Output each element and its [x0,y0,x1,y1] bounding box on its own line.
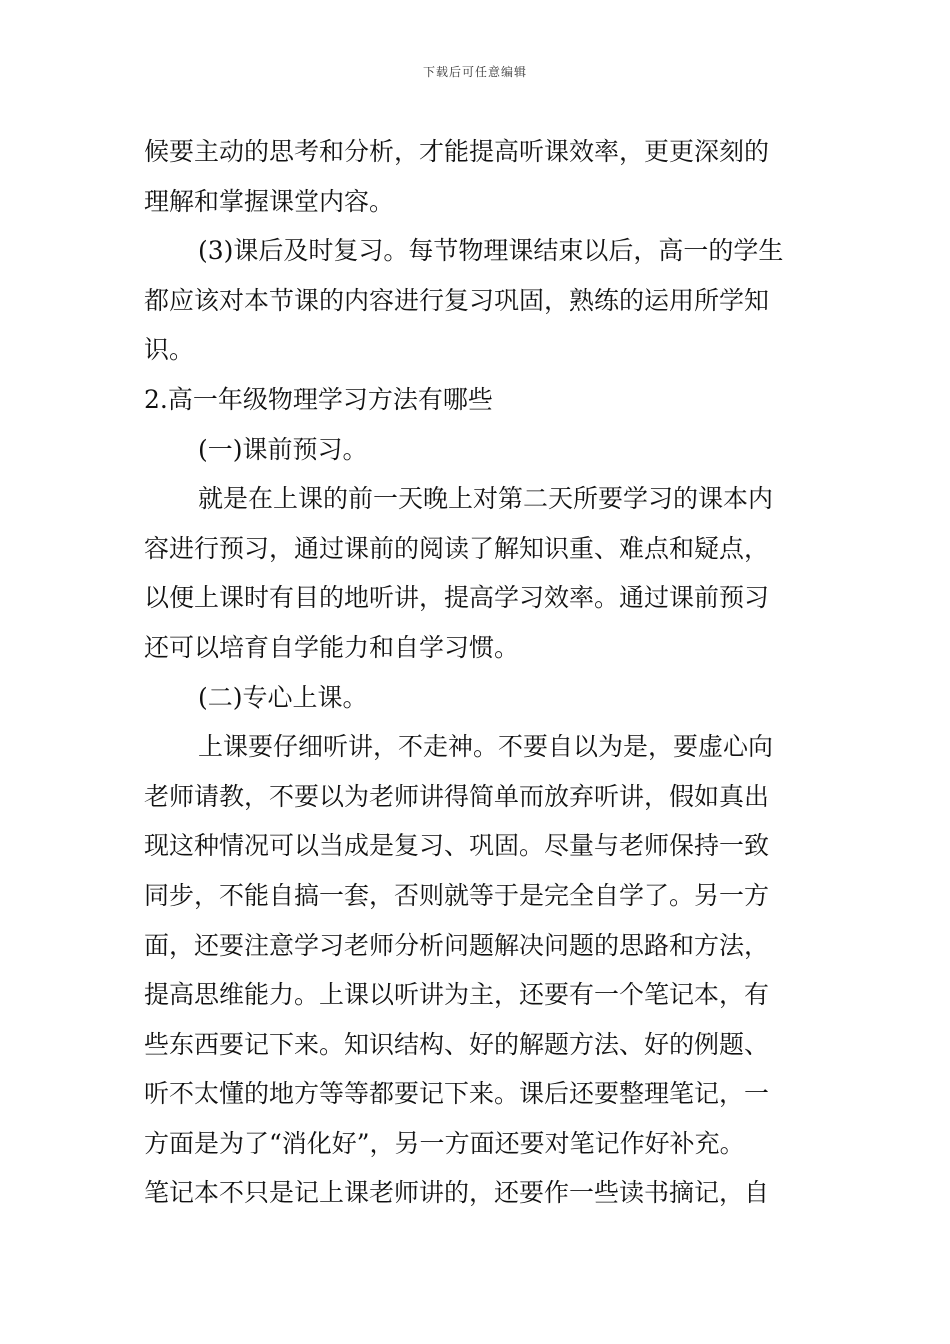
text-line: 提高思维能力。上课以听讲为主，还要有一个笔记本，有 [144,980,770,1010]
text-line: 笔记本不只是记上课老师讲的，还要作一些读书摘记，自 [144,1178,770,1208]
body-text [144,127,809,1218]
text-line: 同步，不能自搞一套，否则就等于是完全自学了。另一方 [144,880,770,910]
text-line: 老师请教，不要以为老师讲得简单而放弃听讲，假如真出 [144,781,770,811]
text-line: 方面是为了“消化好”，另一方面还要对笔记作好补充。 [144,1128,745,1158]
subsection-heading: (二)专心上课。 [198,682,368,712]
text-line: 现这种情况可以当成是复习、巩固。尽量与老师保持一致 [144,831,770,861]
text-line: 还可以培育自学能力和自学习惯。 [144,632,520,662]
text-line: 上课要仔细听讲，不走神。不要自以为是，要虚心向 [198,732,774,762]
header-note: 下载后可任意编辑 [422,65,527,79]
section-heading: 2.高一年级物理学习方法有哪些 [144,384,493,414]
text-line: 容进行预习，通过课前的阅读了解知识重、难点和疑点， [144,533,770,563]
text-line: 都应该对本节课的内容进行复习巩固，熟练的运用所学知 [144,285,770,315]
text-line: 就是在上课的前一天晚上对第二天所要学习的课本内 [198,484,774,514]
text-line: 识。 [144,335,195,365]
text-line: (3)课后及时复习。每节物理课结束以后，高一的学生 [198,236,784,266]
text-line: 候要主动的思考和分析，才能提高听课效率，更更深刻的 [144,137,770,166]
text-line: 面，还要注意学习老师分析问题解决问题的思路和方法， [144,930,770,960]
text-line: 理解和掌握课堂内容。 [144,186,395,216]
text-line: 听不太懂的地方等等都要记下来。课后还要整理笔记，一 [144,1079,770,1109]
subsection-heading: (一)课前预习。 [198,434,368,464]
text-line: 些东西要记下来。知识结构、好的解题方法、好的例题、 [144,1029,770,1059]
text-line: 以便上课时有目的地听讲，提高学习效率。通过课前预习 [144,583,770,613]
